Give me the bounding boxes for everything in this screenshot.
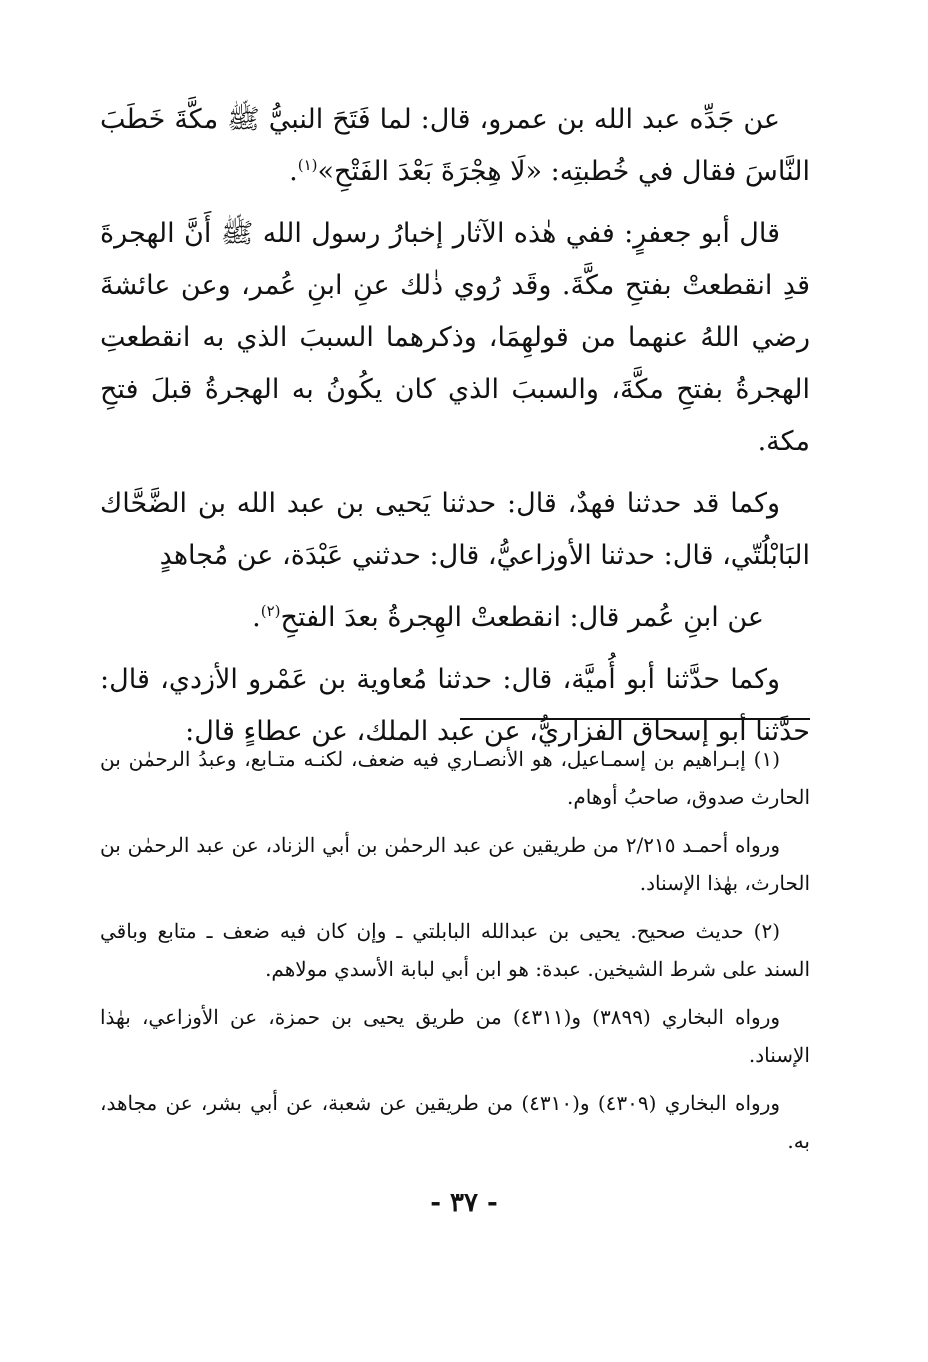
footnote-2-source-b: ورواه البخاري (٤٣٠٩) و(٤٣١٠) من طريقين عن شعبة، عن أبي بشر، عن مجاهد، به. <box>100 1091 810 1153</box>
paragraph-isnad-2: وكما قد حدثنا فهدٌ، قال: حدثنا يَحيى بن عبد الله بن الضَّحَّاك البَابْلُتّي، قال: حدثنا الأوزاعيُّ، قال: حدثني عَبْدَة، عن مُجاهدٍ <box>100 488 810 571</box>
footnote-marker-2[interactable]: (٢) <box>260 602 281 620</box>
paragraph-hadith-1-end: . <box>289 156 298 187</box>
paragraph-hadith-1-text: عن جَدِّه عبد الله بن عمرو، قال: لما فَتَحَ النبيُّ ﷺ مكَّةَ خَطَبَ النَّاسَ فقال في خُطبتِه: «لَا هِجْرَةَ بَعْدَ الفَتْحِ» <box>100 104 810 187</box>
paragraph-isnad-3: وكما حدَّثنا أبو أُميَّة، قال: حدثنا مُعاوية بن عَمْرو الأزدي، قال: حدَّثنا أبو إسحاق الفزاريُّ، عن عبد الملك، عن عطاءٍ قال: <box>100 664 810 747</box>
paragraph-hadith-2 <box>100 592 810 644</box>
footnote-1-sources: ورواه أحمـد ٢/٢١٥ من طريقين عن عبد الرحمٰن بن أبي الزناد، عن عبد الرحمٰن بن الحارث، بهٰذا الإسناد. <box>100 833 810 895</box>
footnote-separator <box>460 718 810 720</box>
main-text-body <box>100 94 810 758</box>
page-number: - ٣٧ - <box>430 1188 498 1218</box>
footnote-1-narrators: (١) إبـراهيم بن إسمـاعيل، هو الأنصـاري فيه ضعف، لكنـه متـابع، وعبدُ الرحمٰن بن الحارث صدوق، صاحبُ أوهام. <box>100 747 810 809</box>
paragraph-hadith-2-end: . <box>252 602 261 633</box>
footnotes-section <box>100 740 810 1170</box>
paragraph-commentary: قال أبو جعفرٍ: ففي هٰذه الآثار إخبارُ رسول الله ﷺ أَنَّ الهجرةَ قدِ انقطعتْ بفتحِ مكَّةَ. وقَد رُوي ذٰلك عنِ ابنِ عُمر، وعن عائشةَ رضي اللهُ عنهما من قولهِمَا، وذكرهما السببَ الذي به انقطعتِ الهجرةُ بفتحِ مكَّةَ، والسببَ الذي كان يكُونُ به الهجرةُ قبلَ فتحِ مكة. <box>100 218 810 457</box>
footnote-marker-1[interactable]: (١) <box>297 156 318 174</box>
paragraph-hadith-1 <box>100 94 810 198</box>
footnote-2-grading: (٢) حديث صحيح. يحيى بن عبدالله البابلتي ـ وإن كان فيه ضعف ـ متابع وباقي السند على شرط الشيخين. عبدة: هو ابن أبي لبابة الأسدي مولاهم. <box>100 919 810 981</box>
footnote-2-source-a: ورواه البخاري (٣٨٩٩) و(٤٣١١) من طريق يحيى بن حمزة، عن الأوزاعي، بهٰذا الإسناد. <box>100 1005 810 1067</box>
paragraph-hadith-2-text: عن ابنِ عُمر قال: انقطعتْ الهِجرةُ بعدَ الفتحِ <box>280 602 764 633</box>
